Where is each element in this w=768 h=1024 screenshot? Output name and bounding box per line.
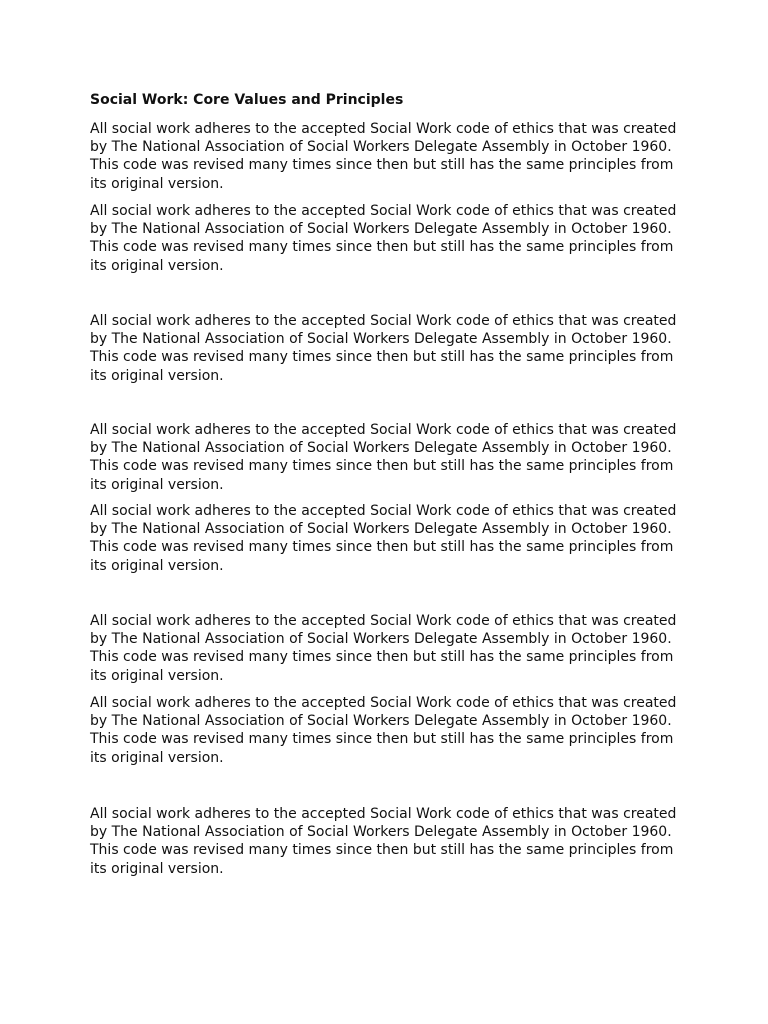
paragraph-line: All social work adheres to the accepted Social Work code of ethics that was created [90, 203, 677, 219]
paragraph-line: This code was revised many times since then but still has the same principles from [90, 349, 674, 366]
paragraph-line: All social work adheres to the accepted Social Work code of ethics that was created [90, 422, 677, 438]
paragraph-line: by The National Association of Social Workers Delegate Assembly in October 1960. [90, 521, 672, 538]
body-paragraph [90, 202, 680, 275]
paragraph-line: by The National Association of Social Workers Delegate Assembly in October 1960. [90, 824, 672, 841]
paragraph-line: This code was revised many times since then but still has the same principles from [90, 157, 674, 174]
paragraph-line: All social work adheres to the accepted Social Work code of ethics that was created [90, 313, 677, 329]
body-paragraph [90, 421, 680, 494]
paragraph-line: its original version. [90, 367, 224, 384]
paragraph-line: This code was revised many times since then but still has the same principles from [90, 731, 674, 748]
document-title: Social Work: Core Values and Principles [90, 92, 404, 108]
paragraph-line: by The National Association of Social Workers Delegate Assembly in October 1960. [90, 221, 672, 238]
paragraph-line: by The National Association of Social Workers Delegate Assembly in October 1960. [90, 440, 672, 457]
paragraph-line: its original version. [90, 860, 224, 877]
body-paragraph [90, 694, 680, 767]
paragraph-line: by The National Association of Social Workers Delegate Assembly in October 1960. [90, 139, 672, 156]
paragraph-line: All social work adheres to the accepted Social Work code of ethics that was created [90, 503, 677, 519]
paragraph-line: its original version. [90, 667, 224, 684]
paragraph-line: This code was revised many times since then but still has the same principles from [90, 842, 674, 859]
paragraph-line: its original version. [90, 749, 224, 766]
paragraph-line: by The National Association of Social Workers Delegate Assembly in October 1960. [90, 631, 672, 648]
paragraph-line: This code was revised many times since then but still has the same principles from [90, 239, 674, 256]
paragraph-line: All social work adheres to the accepted Social Work code of ethics that was created [90, 806, 677, 822]
paragraph-line: All social work adheres to the accepted Social Work code of ethics that was created [90, 695, 677, 711]
paragraph-line: its original version. [90, 175, 224, 192]
body-paragraph [90, 312, 680, 385]
paragraph-line: This code was revised many times since then but still has the same principles from [90, 539, 674, 556]
paragraph-line: by The National Association of Social Workers Delegate Assembly in October 1960. [90, 331, 672, 348]
paragraph-line: its original version. [90, 257, 224, 274]
body-paragraph [90, 805, 680, 878]
body-paragraph [90, 612, 680, 685]
paragraph-line: its original version. [90, 476, 224, 493]
paragraph-line: This code was revised many times since then but still has the same principles from [90, 649, 674, 666]
paragraph-line: All social work adheres to the accepted Social Work code of ethics that was created [90, 121, 677, 137]
paragraph-line: its original version. [90, 557, 224, 574]
paragraph-line: by The National Association of Social Workers Delegate Assembly in October 1960. [90, 713, 672, 730]
paragraph-line: This code was revised many times since then but still has the same principles from [90, 458, 674, 475]
body-paragraph [90, 502, 680, 575]
paragraph-line: All social work adheres to the accepted Social Work code of ethics that was created [90, 613, 677, 629]
body-paragraph [90, 120, 680, 193]
